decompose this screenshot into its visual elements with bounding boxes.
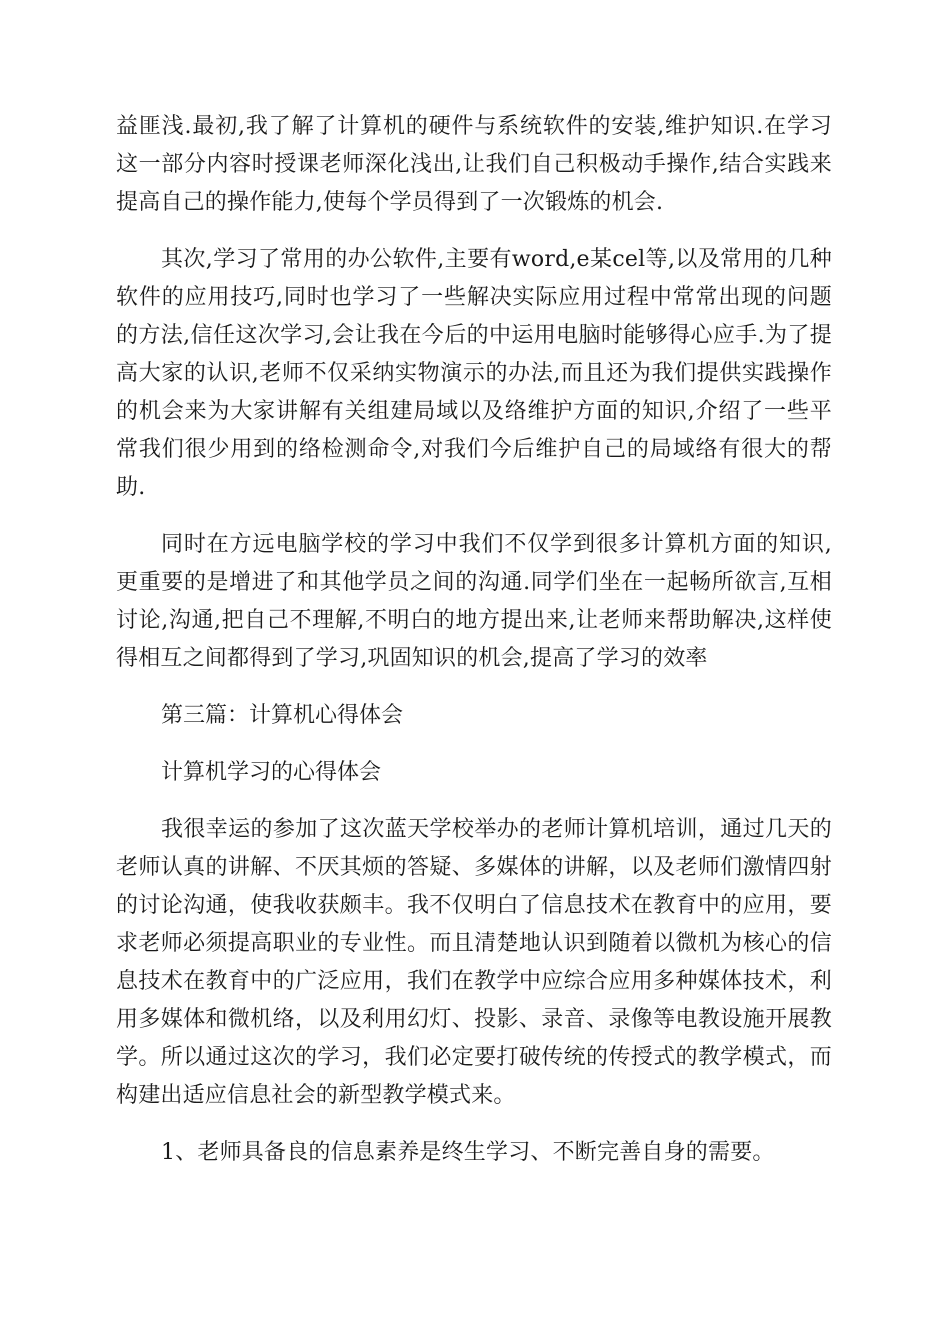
document-page [116,108,832,1191]
paragraph-continuation: 益匪浅.最初,我了解了计算机的硬件与系统软件的安装,维护知识.在学习这一部分内容时授课老师深化浅出,让我们自己积极动手操作,结合实践来提高自己的操作能力,使每个学员得到了一次锻炼的机会. [116,114,832,215]
paragraph-communication: 同时在方远电脑学校的学习中我们不仅学到很多计算机方面的知识,更重要的是增进了和其他学员之间的沟通.同学们坐在一起畅所欲言,互相讨论,沟通,把自己不理解,不明白的地方提出来,让老师来帮助解决,这样使得相互之间都得到了学习,巩固知识的机会,提高了学习的效率 [116,532,832,671]
paragraph-office-software: 其次,学习了常用的办公软件,主要有word,e某cel等,以及常用的几种软件的应用技巧,同时也学习了一些解决实际应用过程中常常出现的问题的方法,信任这次学习,会让我在今后的中运用电脑时能够得心应手.为了提高大家的认识,老师不仅采纳实物演示的办法,而且还为我们提供实践操作的机会来为大家讲解有关组建局域以及络维护方面的知识,介绍了一些平常我们很少用到的络检测命令,对我们今后维护自己的局域络有很大的帮助. [116,247,832,500]
section-heading: 第三篇：计算机心得体会 [161,703,404,728]
article-title: 计算机学习的心得体会 [161,760,382,785]
paragraph-training: 我很幸运的参加了这次蓝天学校举办的老师计算机培训，通过几天的老师认真的讲解、不厌其烦的答疑、多媒体的讲解，以及老师们激情四射的讨论沟通，使我收获颇丰。我不仅明白了信息技术在教育中的应用，要求老师必须提高职业的专业性。而且清楚地认识到随着以微机为核心的信息技术在教育中的广泛应用，我们在教学中应综合应用多种媒体技术，利用多媒体和微机络，以及利用幻灯、投影、录音、录像等电教设施开展教学。所以通过这次的学习，我们必定要打破传统的传授式的教学模式，而构建出适应信息社会的新型教学模式来。 [116,817,832,1108]
list-item-1: 1、老师具备良的信息素养是终生学习、不断完善自身的需要。 [161,1140,775,1165]
